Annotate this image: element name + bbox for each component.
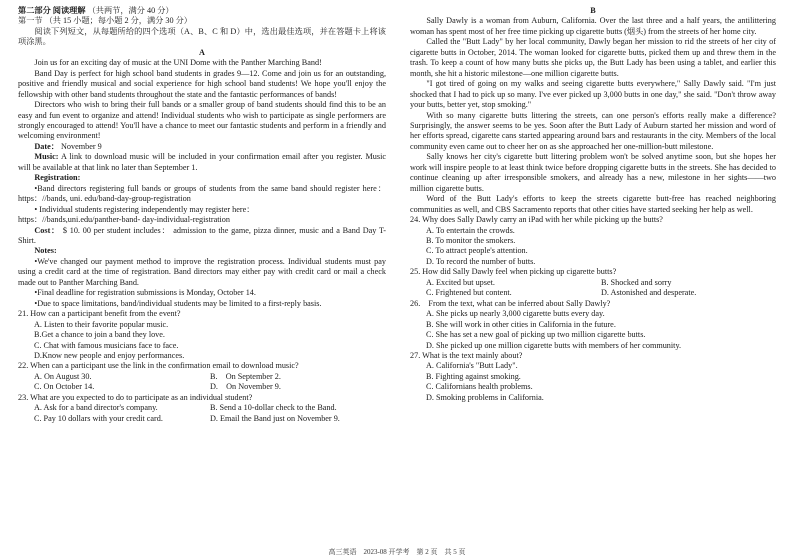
registration-label: Registration: — [34, 173, 81, 183]
option: A. Listen to their favorite popular music. — [34, 319, 169, 329]
question-22: 22. When can a participant use the link in the confirmation email to download music? — [18, 361, 299, 371]
passage-a-paragraph-2: Band Day is perfect for high school band students in grades 9—12. Come and join us for an outstanding, positive and friendly musical and social experience for high school band students! We hope you'll enjoy the fellowship with other band students throughout the state and the fantastic performances of bands! — [18, 68, 386, 99]
option: A. California's "Butt Lady". — [426, 361, 518, 371]
passage-b-paragraph-1: Sally Dawly is a woman from Auburn, California. Over the last three and a half years, the antilittering woman has spent most of her free time picking up cigarette butts (烟头) from the streets of her home city. — [410, 16, 776, 36]
option: B. On September 2. — [210, 371, 281, 381]
option: A. Ask for a band director's company. — [34, 403, 158, 413]
option: B. She will work in other cities in California in the future. — [426, 319, 616, 329]
question-25-options — [410, 278, 776, 299]
option: C. To attract people's attention. — [426, 246, 528, 256]
question-26: 26. From the text, what can be inferred about Sally Dawly? — [410, 298, 611, 308]
option: D. On November 9. — [210, 382, 281, 392]
passage-a-paragraph-1: Join us for an exciting day of music at the UNI Dome with the Panther Marching Band! — [34, 58, 322, 68]
option: D.Know new people and enjoy performances. — [34, 350, 185, 360]
option: D. Astonished and desperate. — [601, 288, 697, 298]
question-21-options — [18, 320, 386, 362]
section-heading: 第一节 （共 15 小题；每小题 2 分，满分 30 分） — [18, 16, 192, 26]
option: A. On August 30. — [34, 371, 92, 381]
option: C. She has set a new goal of picking up two million cigarette butts. — [426, 330, 646, 340]
option: C. Californians health problems. — [426, 382, 533, 392]
option: C. Chat with famous musicians face to face. — [34, 340, 179, 350]
question-24: 24. Why does Sally Dawly carry an iPad with her while picking up the butts? — [410, 215, 663, 225]
passage-b-label: B — [590, 6, 596, 15]
music-label: Music: — [34, 152, 59, 162]
music-line — [18, 152, 386, 173]
music-text: A link to download music will be included in your confirmation email after you register. Music will be available at that link no later than September 1. — [18, 152, 386, 172]
passage-a-label: A — [199, 47, 205, 57]
left-column — [18, 6, 386, 424]
question-26-options — [410, 309, 776, 351]
option: B.Get a chance to join a band they love. — [34, 330, 165, 340]
question-27-options — [410, 361, 776, 403]
page-footer: 高三英语 2023-08 开学考 第 2 页 共 5 页 — [328, 548, 466, 556]
question-23-options — [18, 403, 386, 424]
question-21: 21. How can a participant benefit from the event? — [18, 309, 181, 319]
option: B. To monitor the smokers. — [426, 235, 516, 245]
right-column — [410, 6, 776, 403]
question-22-options — [18, 372, 386, 393]
registration-item-2: • Individual students registering independently may register here： — [34, 204, 255, 214]
cost-text: $ 10. 00 per student includes： admission to the game, pizza dinner, music and a Band Day T-Shirt. — [18, 225, 387, 245]
question-25: 25. How did Sally Dawly feel when picking up cigarette butts? — [410, 267, 617, 277]
part-heading — [18, 6, 386, 16]
passage-b-paragraph-6: Word of the Butt Lady's efforts to keep the streets cigarette butt-free has reached neighboring communities as well, and CBS Sacramento reports that other cities have started seeking her help as well. — [410, 194, 776, 214]
passage-b-paragraph-3: "I got tired of going on my walks and seeing cigarette butts everywhere," Sally Dawly said. "I'm just shocked that I had to pick up so many. I've ever picked up 3,000 butts in one day," she said. "Don't throw away your butts, better yet, stop smoking." — [410, 79, 776, 110]
option: D. She picked up one million cigarette butts with members of her community. — [426, 340, 682, 350]
option: A. To entertain the crowds. — [426, 225, 515, 235]
option: D. Email the Band just on November 9. — [210, 413, 340, 423]
passage-a-paragraph-3: Directors who wish to bring their full bands or a smaller group of band students should find this to be an easy and fun event to organize and attend! Individual students who wish to participate as single performers are strongly encouraged to attend! You'll have a chance to meet our fantastic students and perform in a friendly and welcoming environment! — [18, 100, 386, 141]
option: B. Send a 10-dollar check to the Band. — [210, 403, 337, 413]
part-note: （共两节，满分 40 分） — [87, 6, 174, 15]
passage-b-paragraph-5: Sally knows her city's cigarette butt littering problem won't be solved anytime soon, but she hopes her work will inspire people to at least think twice before dropping cigarette butts in the streets. She has decided to continue cleaning up after irresponsible smokers, and already has a new, milestone in her sights——two million cigarette butts. — [410, 152, 776, 193]
passage-b-paragraph-2: Called the "Butt Lady" by her local community, Dawly began her mission to rid the streets of her city of cigarette butts in October, 2014. The woman looked for cigarette butts, picked them up and threw them in the trash. To keep a count of how many butts she picks up, the Butt Lady has been using a tablet, and earlier this month, she hit a historic milestone—one million cigarette butts. — [410, 37, 776, 78]
note-2: •Final deadline for registration submissions is Monday, October 14. — [34, 288, 256, 298]
option: C. Frightened but content. — [426, 288, 512, 298]
note-1: •We've changed our payment method to improve the registration process. Individual students must pay using a credit card at the time of registration. Band directors may either pay with credit card or mail a check made out to Panther Marching Band. — [18, 256, 386, 287]
option: A. Excited but upset. — [426, 277, 495, 287]
registration-item-1: •Band directors registering full bands or groups of students from the same band should register here： https：//bands, uni. edu/band-day-group-registration — [18, 183, 386, 204]
date-line — [18, 142, 386, 152]
question-27: 27. What is the text mainly about? — [410, 350, 523, 360]
question-23: 23. What are you expected to do to participate as an individual student? — [18, 392, 253, 402]
option: B. Fighting against smoking. — [426, 371, 521, 381]
question-24-options — [410, 226, 776, 268]
cost-label: Cost： — [34, 225, 61, 235]
part-title: 第二部分 阅读理解 — [18, 6, 86, 15]
option: A. She picks up nearly 3,000 cigarette butts every day. — [426, 309, 605, 319]
date-label: Date： — [34, 141, 59, 151]
passage-b-paragraph-4: With so many cigarette butts littering the streets, can one person's efforts really make a difference? Surprisingly, the answer seems to be yes. Soon after the Butt Lady of Auburn started her mission and word of her efforts spread, cigarette cans started appearing around bars and restaurants in the city. Members of the local community even came out to cheer her on as she approached her one-million-butt milestone. — [410, 110, 776, 151]
option: D. Smoking problems in California. — [426, 392, 544, 402]
date-value: November 9 — [61, 141, 102, 151]
registration-url: https：//bands,uni.edu/panther-band- day-individual-registration — [18, 215, 230, 225]
option: C. On October 14. — [34, 382, 95, 392]
option: D. To record the number of butts. — [426, 256, 536, 266]
note-3: •Due to space limitations, band/individual students may be limited to a first-reply basis. — [34, 298, 322, 308]
option: B. Shocked and sorry — [601, 277, 672, 287]
instructions: 阅读下列短文，从每题所给的四个选项（A、B、C 和 D）中，选出最佳选项，并在答题卡上将该项涂黑。 — [18, 26, 386, 47]
cost-line — [18, 226, 386, 247]
notes-label: Notes: — [34, 246, 57, 256]
option: C. Pay 10 dollars with your credit card. — [34, 413, 163, 423]
